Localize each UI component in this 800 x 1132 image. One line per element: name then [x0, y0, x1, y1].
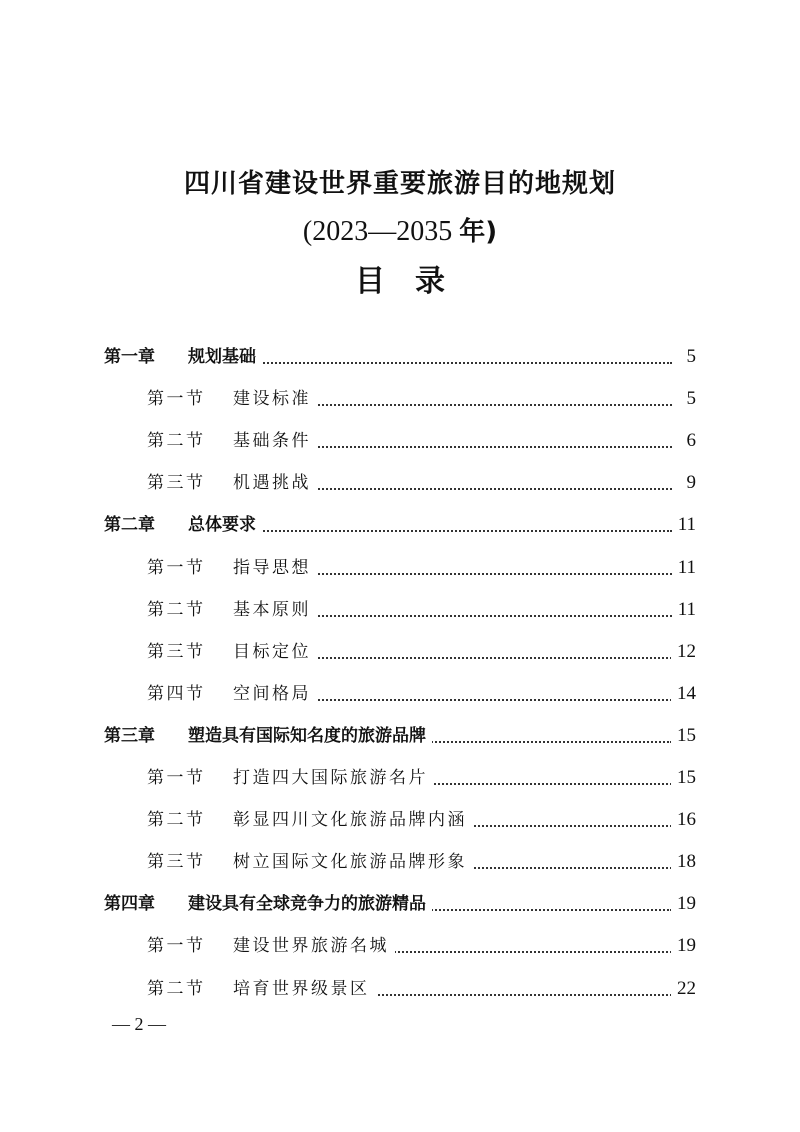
toc-entry-number: 第二节: [147, 979, 206, 999]
toc-entry-title: 机遇挑战: [233, 473, 311, 493]
toc-section-entry[interactable]: [0, 426, 800, 456]
toc-entry-number: 第三章: [104, 726, 155, 746]
toc-entry-title: 建设具有全球竞争力的旅游精品: [188, 894, 426, 914]
toc-entry-label: [147, 847, 473, 877]
toc-entry-label: [104, 889, 432, 919]
footer-page-number: — 2 —: [112, 1014, 166, 1034]
toc-entry-page: 6: [681, 426, 697, 456]
toc-entry-page: 5: [681, 384, 697, 414]
toc-entry-title: 塑造具有国际知名度的旅游品牌: [188, 726, 426, 746]
toc-section-entry[interactable]: [0, 763, 800, 793]
toc-entry-label: [104, 342, 262, 372]
toc-entry-title: 总体要求: [188, 515, 256, 535]
toc-entry-number: 第三节: [147, 473, 206, 493]
toc-entry-label: [147, 468, 317, 498]
toc-entry-title: 彰显四川文化旅游品牌内涵: [233, 810, 467, 830]
toc-entry-page: 15: [671, 763, 696, 793]
toc-section-entry[interactable]: [0, 974, 800, 1004]
toc-entry-title: 基本原则: [233, 600, 311, 620]
toc-section-entry[interactable]: [0, 637, 800, 667]
toc-entry-label: [147, 384, 317, 414]
toc-entry-page: 11: [672, 510, 696, 540]
toc-entry-title: 指导思想: [233, 558, 311, 578]
toc-chapter-entry[interactable]: [0, 342, 800, 372]
toc-section-entry[interactable]: [0, 931, 800, 961]
toc-entry-title: 规划基础: [188, 347, 256, 367]
toc-entry-page: 12: [671, 637, 696, 667]
toc-entry-page: 9: [681, 468, 697, 498]
toc-section-entry[interactable]: [0, 847, 800, 877]
toc-entry-number: 第二节: [147, 431, 206, 451]
toc-entry-number: 第一节: [147, 558, 206, 578]
toc-entry-page: 19: [671, 889, 696, 919]
toc-entry-label: [104, 721, 432, 751]
toc-entry-label: [147, 679, 317, 709]
toc-entry-page: 22: [671, 974, 696, 1004]
toc-entry-label: [147, 426, 317, 456]
toc-entry-label: [147, 931, 395, 961]
toc-entry-number: 第一节: [147, 936, 206, 956]
toc-section-entry[interactable]: [0, 553, 800, 583]
toc-entry-label: [147, 637, 317, 667]
toc-chapter-entry[interactable]: [0, 721, 800, 751]
toc-entry-title: 目标定位: [233, 642, 311, 662]
toc-entry-title: 建设世界旅游名城: [233, 936, 389, 956]
toc-section-entry[interactable]: [0, 595, 800, 625]
toc-entry-label: [147, 805, 473, 835]
period-years: (2023—2035: [302, 216, 453, 247]
toc-entry-number: 第四节: [147, 684, 206, 704]
toc-entry-number: 第三节: [147, 642, 206, 662]
toc-entry-page: 5: [681, 342, 697, 372]
toc-section-entry[interactable]: [0, 384, 800, 414]
toc-entry-title: 建设标准: [233, 389, 311, 409]
toc-heading: 目录: [355, 264, 475, 299]
toc-entry-number: 第二节: [147, 810, 206, 830]
toc-entry-number: 第一节: [147, 768, 206, 788]
toc-entry-title: 空间格局: [233, 684, 311, 704]
toc-entry-number: 第二节: [147, 600, 206, 620]
toc-entry-number: 第一节: [147, 389, 206, 409]
toc-entry-number: 第一章: [104, 347, 155, 367]
toc-entry-title: 树立国际文化旅游品牌形象: [233, 852, 467, 872]
toc-entry-title: 打造四大国际旅游名片: [233, 768, 428, 788]
toc-entry-page: 11: [672, 553, 696, 583]
toc-entry-label: [104, 510, 262, 540]
toc-chapter-entry[interactable]: [0, 889, 800, 919]
document-period: [0, 211, 800, 248]
period-nian: 年): [459, 217, 498, 247]
toc-chapter-entry[interactable]: [0, 510, 800, 540]
document-title: 四川省建设世界重要旅游目的地规划: [183, 169, 616, 199]
toc-section-entry[interactable]: [0, 679, 800, 709]
toc-entry-page: 18: [671, 847, 696, 877]
toc-entry-page: 15: [671, 721, 696, 751]
toc-entry-number: 第三节: [147, 852, 206, 872]
toc-entry-label: [147, 553, 317, 583]
toc-entry-number: 第四章: [104, 894, 155, 914]
toc-entry-label: [147, 974, 376, 1004]
toc-entry-page: 11: [672, 595, 696, 625]
toc-section-entry[interactable]: [0, 805, 800, 835]
toc-entry-page: 19: [671, 931, 696, 961]
toc-section-entry[interactable]: [0, 468, 800, 498]
toc-entry-title: 基础条件: [233, 431, 311, 451]
toc-entry-page: 14: [671, 679, 696, 709]
toc-entry-title: 培育世界级景区: [233, 979, 370, 999]
toc-entry-page: 16: [671, 805, 696, 835]
toc-entry-label: [147, 595, 317, 625]
toc-entry-label: [147, 763, 434, 793]
toc-entry-number: 第二章: [104, 515, 155, 535]
